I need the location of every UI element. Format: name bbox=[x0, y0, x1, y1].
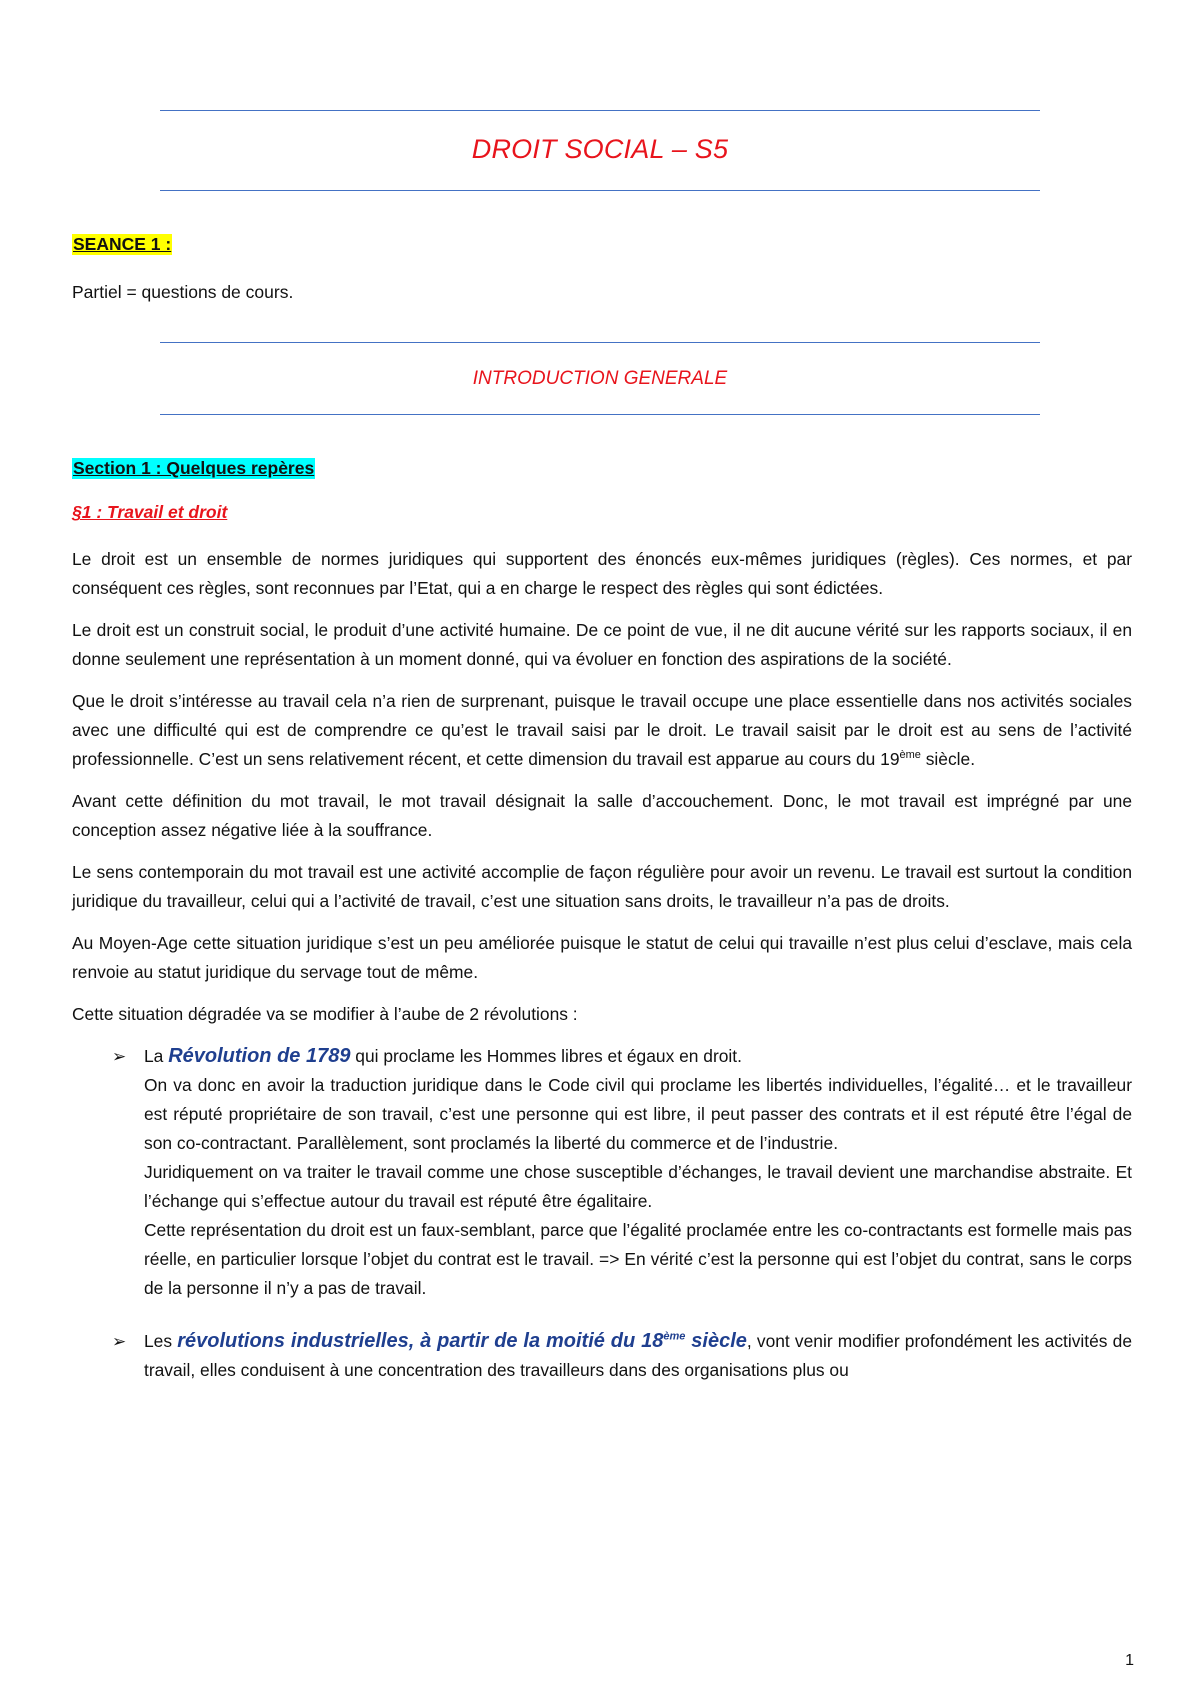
paragraph: Avant cette définition du mot travail, le mot travail désignait la salle d’accouchement. Donc, le mot travail est imprégné par une conception assez négative liée à la souffrance. bbox=[72, 791, 1132, 840]
intro-heading: INTRODUCTION GENERALE bbox=[472, 368, 728, 389]
paragraph: Au Moyen-Age cette situation juridique s’est un peu améliorée puisque le statut de celui qui travaille n’est plus celui d’esclave, mais cela renvoie au statut juridique du servage tout de même. bbox=[72, 933, 1132, 982]
highlight-text: révolutions industrielles, à partir de la moitié du 18ème siècle bbox=[177, 1330, 747, 1352]
paragraph: Le sens contemporain du mot travail est une activité accomplie de façon régulière pour avoir un revenu. Le travail est surtout la condition juridique du travailleur, celui qui a l’activité de travail, c’est une situation sans droits, le travailleur n’a pas de droits. bbox=[72, 862, 1132, 911]
section-heading: Section 1 : Quelques repères bbox=[73, 458, 315, 478]
arrow-bullet-icon: ➢ bbox=[112, 1332, 127, 1351]
arrow-bullet-icon: ➢ bbox=[112, 1047, 127, 1066]
paragraph: Cette situation dégradée va se modifier à l’aube de 2 révolutions : bbox=[72, 1004, 578, 1024]
subsection-heading: §1 : Travail et droit bbox=[72, 502, 228, 522]
list-item: ➢ Les révolutions industrielles, à partir de la moitié du 18ème siècle, vont venir modifier profondément les activités de travail, elles conduisent à une concentration des travailleurs dans des organisations plus ou bbox=[72, 1327, 1132, 1385]
title-rule-bottom bbox=[160, 190, 1040, 191]
intro-rule-top bbox=[160, 342, 1040, 343]
title-rule-top bbox=[160, 110, 1040, 111]
document-title: DROIT SOCIAL – S5 bbox=[471, 134, 729, 164]
seance-heading: SEANCE 1 : bbox=[73, 234, 172, 254]
highlight-text: Révolution de 1789 bbox=[168, 1045, 351, 1067]
intro-rule-bottom bbox=[160, 414, 1040, 415]
revolution-list bbox=[72, 1042, 1132, 1385]
partiel-note: Partiel = questions de cours. bbox=[72, 282, 294, 302]
paragraph: Que le droit s’intéresse au travail cela n’a rien de surprenant, puisque le travail occupe une place essentielle dans nos activités sociales avec une difficulté qui est de comprendre ce qu’est le travail saisi par le droit. Le travail saisit par le droit est au sens de l’activité professionnelle. C’est un sens relativement récent, et cette dimension du travail est apparue au cours du 19ème siècle. bbox=[72, 691, 1132, 769]
list-item: ➢ La Révolution de 1789 qui proclame les Hommes libres et égaux en droit. On va donc en avoir la traduction juridique dans le Code civil qui proclame les libertés individuelles, l’égalité… et le travailleur est réputé propriétaire de son travail, c’est une personne qui est libre, il peut passer des contrats et il est réputé être l’égal de son co-contractant. Parallèlement, sont proclamés la liberté du commerce et de l’industrie. Juridiquement on va traiter le travail comme une chose susceptible d’échanges, le travail devient une marchandise abstraite. Et l’échange qui s’effectue autour du travail est réputé être égalitaire. Cette représentation du droit est un faux-semblant, parce que l’égalité proclamée entre les co-contractants est formelle mais pas réelle, en particulier lorsque l’objet du contrat est le travail. => En vérité c’est la personne qui est l’objet du contrat, sans le corps de la personne il n’y a pas de travail. bbox=[72, 1042, 1132, 1303]
paragraph: Le droit est un ensemble de normes juridiques qui supportent des énoncés eux-mêmes juridiques (règles). Ces normes, et par conséquent ces règles, sont reconnues par l’Etat, qui a en charge le respect des règles qui sont édictées. bbox=[72, 549, 1132, 598]
page-number: 1 bbox=[1125, 1652, 1134, 1669]
paragraph: Le droit est un construit social, le produit d’une activité humaine. De ce point de vue, il ne dit aucune vérité sur les rapports sociaux, il en donne seulement une représentation à un moment donné, qui va évoluer en fonction des aspirations de la société. bbox=[72, 620, 1132, 669]
body-text bbox=[72, 545, 1132, 1399]
